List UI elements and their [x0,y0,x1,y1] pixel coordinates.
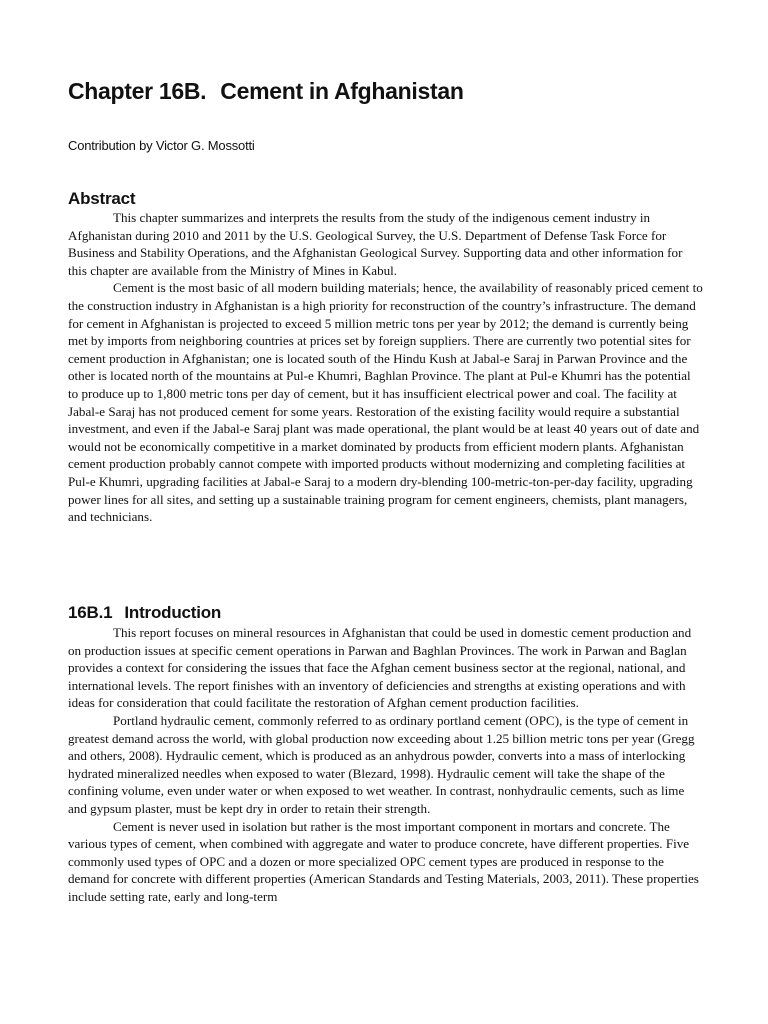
abstract-paragraph-1: This chapter summarizes and interprets the results from the study of the indigenous cement industry in Afghanistan during 2010 and 2011 by the U.S. Geological Survey, the U.S. Department of Defense Task Force for Business and Stability Operations, and the Afghanistan Geological Survey. Supporting data and other information for this chapter are available from the Ministry of Mines in Kabul. [68,210,683,278]
introduction-body [68,624,704,906]
abstract-paragraph-2: Cement is the most basic of all modern building materials; hence, the availability of reasonably priced cement to the construction industry in Afghanistan is a high priority for reconstruction of the country’s infrastructure. The demand for cement in Afghanistan is projected to exceed 5 million metric tons per year by 2012; the demand is currently being met by imports from neighboring countries at prices set by foreign suppliers. There are currently two potential sites for cement production in Afghanistan; one is located south of the Hindu Kush at Jabal-e Saraj in Parwan Province and the other is located north of the mountains at Pul-e Khumri, Baghlan Province. The plant at Pul-e Khumri has the potential to produce up to 1,800 metric tons per day of cement, but it has insufficient electrical power and coal. The facility at Jabal-e Saraj has not produced cement for some years. Restoration of the existing facility would require a substantial investment, and even if the Jabal-e Saraj plant was made operational, the plant would be at least 40 years out of date and would not be economically competitive in a market dominated by products from efficient modern plants. Afghanistan cement production probably cannot compete with imported products without modernizing and completing facilities at Pul-e Khumri, upgrading facilities at Jabal-e Saraj to a modern dry-blending 100-metric-ton-per-day facility, upgrading power lines for all sites, and setting up a sustainable training program for cement engineers, chemists, plant managers, and technicians. [68,280,703,525]
introduction-paragraph-3: Cement is never used in isolation but rather is the most important component in mortars and concrete. The various types of cement, when combined with aggregate and water to produce concrete, have different properties. Five commonly used types of OPC and a dozen or more specialized OPC cement types are produced in response to the demand for concrete with different properties (American Standards and Testing Materials, 2003, 2011). These properties include setting rate, early and long-term [68,818,699,904]
section-number: 16B.1 [68,603,113,622]
chapter-name: Cement in Afghanistan [220,78,464,104]
introduction-paragraph-2: Portland hydraulic cement, commonly referred to as ordinary portland cement (OPC), is the type of cement in greatest demand across the world, with global production now exceeding about 1.25 billion metric tons per year (Gregg and others, 2008). Hydraulic cement, which is produced as an anhydrous powder, converts into a mass of interlocking hydrated mineralized needles when exposed to water (Blezard, 1998). Hydraulic cement will take the shape of the confining volume, even under water or when exposed to wet weather. In contrast, nonhydraulic cements, such as lime and gypsum plaster, must be kept dry in order to retain their strength. [68,712,695,816]
chapter-title [68,78,464,105]
section-title: Introduction [124,603,222,622]
abstract-heading: Abstract [68,189,136,208]
contribution-line: Contribution by Victor G. Mossotti [68,138,255,153]
abstract-body [68,209,704,526]
chapter-number: Chapter 16B. [68,78,207,104]
introduction-paragraph-1: This report focuses on mineral resources in Afghanistan that could be used in domestic cement production and on production issues at specific cement operations in Parwan and Baghlan Provinces. The work in Parwan and Baglan provides a context for considering the issues that face the Afghan cement business sector at the regional, national, and international levels. The report finishes with an inventory of deficiencies and strengths at existing operations and with ideas for consideration that could facilitate the restoration of Afghan cement production facilities. [68,625,692,711]
introduction-heading [68,603,221,623]
